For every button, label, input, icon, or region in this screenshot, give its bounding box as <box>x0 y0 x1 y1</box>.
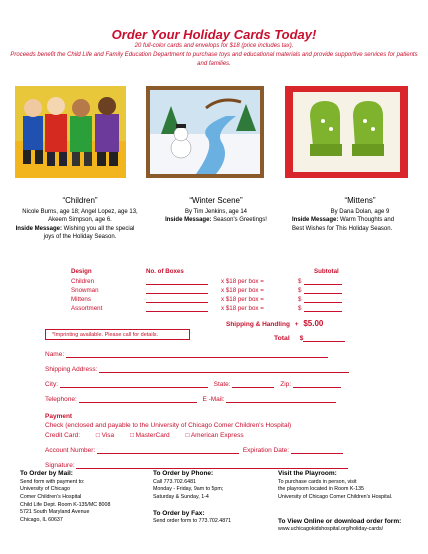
shipping-amount: $5.00 <box>303 319 324 328</box>
name-row <box>45 351 328 358</box>
winter-scene-card-description <box>146 197 286 225</box>
snowman-subtotal-input[interactable] <box>304 287 342 294</box>
phone-line: Call 773.702.6481 <box>153 478 196 485</box>
inside-message-2: Best Wishes for This Holiday Season. <box>292 225 393 232</box>
signature-row <box>45 462 348 469</box>
total-label: Total <box>274 335 290 342</box>
credit-card-label: Credit Card: <box>45 432 81 439</box>
total-input[interactable] <box>303 335 345 342</box>
total-dollar: $ <box>299 335 304 342</box>
inside-message: Warm Thoughts and <box>340 217 395 224</box>
children-card-image <box>15 86 126 178</box>
state-input[interactable] <box>232 381 274 388</box>
shipping-address-input[interactable] <box>99 366 349 373</box>
mail-line: 5721 South Maryland Avenue <box>20 509 90 516</box>
mittens-subtotal-input[interactable] <box>304 296 342 303</box>
shipping-handling-row <box>226 319 323 328</box>
inside-message-label: Inside Message: <box>165 217 212 224</box>
subtotal-dollar: $ <box>298 287 302 294</box>
visit-line: the playroom located in Room K-135 <box>278 486 364 493</box>
price-per-box: x $18 per box = <box>221 296 264 303</box>
phone-heading: To Order by Phone: <box>153 470 214 477</box>
email-label: E -Mail: <box>202 396 225 403</box>
shipping-address-label: Shipping Address: <box>45 366 98 373</box>
telephone-input[interactable] <box>79 396 197 403</box>
inside-message: Wishing you all the special <box>63 225 135 232</box>
visit-playroom <box>278 470 428 534</box>
page-title: Order Your Holiday Cards Today! <box>111 27 317 42</box>
design-snowman: Snowman <box>71 287 99 294</box>
card-credit: By Dana Dolan, age 9 <box>330 208 390 215</box>
price-per-box: x $18 per box = <box>221 287 264 294</box>
card-title: “Mittens” <box>344 196 376 205</box>
inside-message: Season's Greetings! <box>213 217 267 224</box>
benefit-text: Proceeds benefit the Child Life and Family Education Department to purchase toys and educational materials and provide supportive services for patients and families. <box>10 52 418 67</box>
card-credit-2: Akeem Simpson, age 6. <box>48 217 112 224</box>
card-credit: By Tim Jenkins, age 14 <box>184 208 248 215</box>
account-number-input[interactable] <box>97 447 239 454</box>
mail-line: Comer Children's Hospital <box>20 493 82 500</box>
design-column-header: Design <box>71 268 92 275</box>
total-row <box>274 335 345 342</box>
subtotal-dollar: $ <box>298 278 302 285</box>
mail-line: University of Chicago <box>20 486 71 493</box>
visit-line: University of Chicago Comer Children's Hospital. <box>278 493 393 500</box>
design-assortment: Assortment <box>71 305 103 312</box>
telephone-label: Telephone: <box>45 396 77 403</box>
visa-label: Visa <box>101 432 115 439</box>
city-state-zip-row <box>45 381 341 388</box>
mail-line: Child Life Dept. Room K-135/MC 8008 <box>20 501 111 508</box>
price-per-box: x $18 per box = <box>221 305 264 312</box>
order-by-mail <box>20 470 150 525</box>
card-title: “Children” <box>62 196 98 205</box>
expiration-label: Expiration Date: <box>242 447 290 454</box>
city-input[interactable] <box>60 381 208 388</box>
mail-heading: To Order by Mail: <box>20 470 73 477</box>
email-input[interactable] <box>226 396 336 403</box>
price-subtitle: 20 full-color cards and envelops for $18 (price includes tax). <box>134 43 294 49</box>
zip-label: Zip: <box>280 381 292 388</box>
mail-line: Chicago, IL 60637 <box>20 517 63 524</box>
account-number-label: Account Number: <box>45 447 96 454</box>
phone-line: Saturday & Sunday, 1-4 <box>153 493 209 500</box>
signature-label: Signature: <box>45 462 75 469</box>
expiration-input[interactable] <box>291 447 343 454</box>
snowman-boxes-input[interactable] <box>146 287 208 294</box>
shipping-plus: + <box>294 321 299 328</box>
inside-message-label: Inside Message: <box>292 217 339 224</box>
shipping-label: Shipping & Handling <box>226 321 290 328</box>
children-subtotal-input[interactable] <box>304 278 342 285</box>
mittens-boxes-input[interactable] <box>146 296 208 303</box>
subtotal-column-header: Subtotal <box>314 268 339 275</box>
state-label: State: <box>213 381 231 388</box>
phone-line: Monday - Friday, 9am to 5pm; <box>153 486 224 493</box>
mastercard-label: MasterCard <box>135 432 170 439</box>
visit-heading: Visit the Playroom: <box>278 470 337 477</box>
visa-checkbox[interactable]: □ Visa <box>95 432 115 439</box>
mail-line: Send form with payment to: <box>20 478 85 485</box>
assortment-boxes-input[interactable] <box>146 305 208 312</box>
subtotal-dollar: $ <box>298 296 302 303</box>
signature-input[interactable] <box>76 462 348 469</box>
visit-line: To purchase cards in person, visit <box>278 478 357 485</box>
name-input[interactable] <box>66 351 328 358</box>
fax-line: Send order form to 773.702.4871 <box>153 518 232 525</box>
card-credit: Nicole Burns, age 18; Angel Lopez, age 13, <box>22 208 138 215</box>
imprinting-note: *Imprinting available. Please call for details. <box>45 329 190 340</box>
online-heading: To View Online or download order form: <box>278 517 402 525</box>
telephone-email-row <box>45 396 336 403</box>
amex-label: American Express <box>190 432 244 439</box>
card-title: “Winter Scene” <box>189 196 243 205</box>
online-url-link[interactable]: www.uchicagokidshospital.org/holiday-cards/ <box>278 526 384 533</box>
boxes-column-header: No. of Boxes <box>146 268 184 275</box>
order-by-phone <box>153 470 273 526</box>
credit-card-row <box>45 432 244 439</box>
assortment-subtotal-input[interactable] <box>304 305 342 312</box>
zip-input[interactable] <box>293 381 341 388</box>
inside-message-2: joys of the Holiday Season. <box>43 234 117 241</box>
design-children: Children <box>71 278 95 285</box>
check-text[interactable]: Check (enclosed and payable to the University of Chicago Comer Children's Hospital) <box>45 422 292 429</box>
shipping-address-row <box>45 366 349 373</box>
account-row <box>45 447 343 454</box>
mittens-card-description <box>292 197 428 233</box>
inside-message-label: Inside Message: <box>15 225 62 232</box>
design-mittens: Mittens <box>71 296 91 303</box>
mittens-card-image <box>285 86 408 178</box>
mastercard-checkbox[interactable]: □ MasterCard <box>129 432 170 439</box>
children-boxes-input[interactable] <box>146 278 208 285</box>
payment-heading: Payment <box>45 413 73 420</box>
fax-heading: To Order by Fax: <box>153 509 205 517</box>
city-label: City: <box>45 381 58 388</box>
children-card-description <box>6 197 154 242</box>
name-label: Name: <box>45 351 65 358</box>
subtotal-dollar: $ <box>298 305 302 312</box>
winter-scene-card-image <box>146 86 264 178</box>
amex-checkbox[interactable]: □ American Express <box>185 432 244 439</box>
price-per-box: x $18 per box = <box>221 278 264 285</box>
